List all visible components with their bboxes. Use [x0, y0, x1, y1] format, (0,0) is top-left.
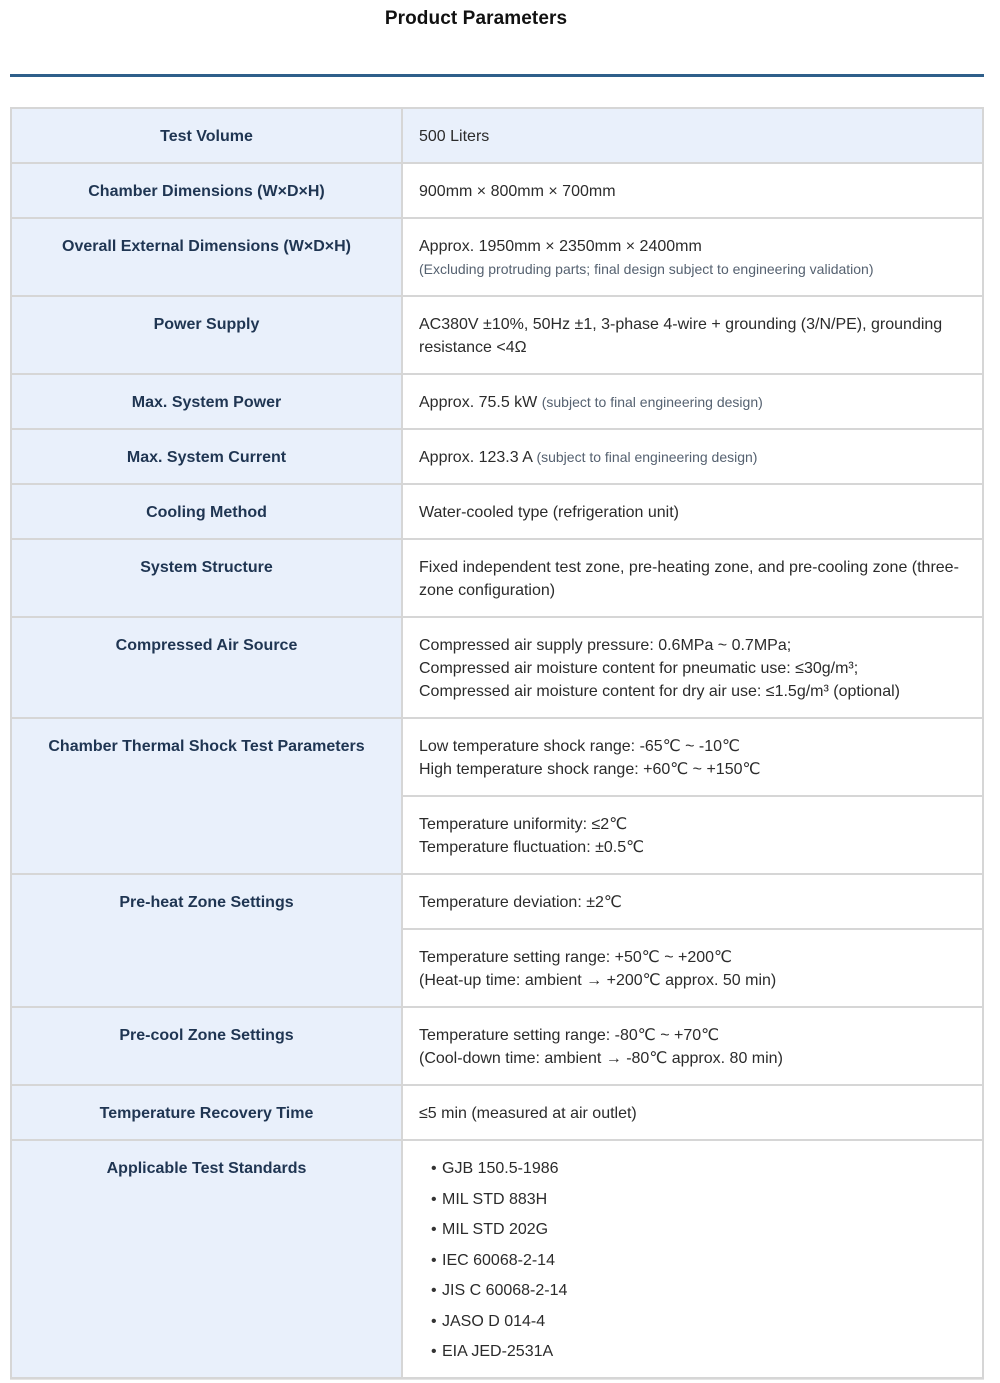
table-row — [11, 296, 983, 374]
bullet-icon: • — [431, 1251, 437, 1269]
row-value-cell — [402, 1007, 983, 1085]
table-row — [11, 1140, 983, 1378]
row-value-line: Temperature fluctuation: ±0.5℃ — [419, 839, 645, 856]
row-value: Water-cooled type (refrigeration unit) — [402, 484, 983, 539]
row-label: Compressed Air Source — [11, 617, 402, 718]
bullet-icon: • — [431, 1312, 437, 1330]
table-row — [11, 218, 983, 296]
row-value: ≤5 min (measured at air outlet) — [402, 1085, 983, 1140]
standard-name: JIS C 60068-2-14 — [442, 1282, 568, 1299]
row-label: Applicable Test Standards — [11, 1140, 402, 1378]
bullet-icon: • — [431, 1190, 437, 1208]
row-label: Max. System Current — [11, 429, 402, 484]
row-value-cell — [402, 796, 983, 874]
row-value-line: Temperature setting range: -80℃ ~ +70℃ — [419, 1027, 720, 1044]
list-item — [431, 1218, 966, 1241]
row-value-cell — [402, 718, 983, 796]
row-label: Chamber Dimensions (W×D×H) — [11, 163, 402, 218]
standard-name: JASO D 014-4 — [442, 1312, 546, 1330]
row-value: AC380V ±10%, 50Hz ±1, 3-phase 4-wire + grounding (3/N/PE), grounding resistance <4Ω — [402, 296, 983, 374]
row-value-line: (Heat-up time: ambient → +200℃ approx. 50 min) — [419, 972, 777, 989]
table-row — [11, 484, 983, 539]
row-value: Approx. 1950mm × 2350mm × 2400mm — [419, 238, 702, 255]
row-note: (subject to final engineering design) — [536, 449, 758, 465]
row-value-cell — [402, 617, 983, 718]
bullet-icon: • — [431, 1160, 437, 1177]
row-label: System Structure — [11, 539, 402, 617]
row-label: Test Volume — [11, 108, 402, 163]
row-value-line: Compressed air moisture content for dry air use: ≤1.5g/m³ (optional) — [419, 683, 900, 700]
standard-name: IEC 60068-2-14 — [442, 1251, 555, 1269]
row-value: Approx. 75.5 kW — [419, 394, 538, 411]
table-row — [11, 718, 983, 796]
row-value-line: Temperature setting range: +50℃ ~ +200℃ — [419, 949, 733, 966]
row-value-cell — [402, 1140, 983, 1378]
list-item — [431, 1340, 966, 1363]
table-row — [11, 617, 983, 718]
row-note: (subject to final engineering design) — [541, 394, 763, 410]
parameters-table — [10, 107, 984, 1379]
table-row — [11, 874, 983, 929]
row-label: Pre-cool Zone Settings — [11, 1007, 402, 1085]
list-item — [431, 1157, 966, 1180]
standard-name: GJB 150.5-1986 — [442, 1160, 559, 1177]
list-item — [431, 1249, 966, 1272]
row-value-cell — [402, 874, 983, 929]
list-item — [431, 1310, 966, 1333]
page-title: Product Parameters — [384, 8, 568, 29]
row-value-cell — [402, 374, 983, 429]
row-label: Cooling Method — [11, 484, 402, 539]
title-divider — [10, 74, 984, 77]
row-note: (Excluding protruding parts; final design subject to engineering validation) — [419, 261, 874, 277]
row-label: Temperature Recovery Time — [11, 1085, 402, 1140]
bullet-icon: • — [431, 1343, 437, 1360]
row-value-cell — [402, 929, 983, 1007]
row-label: Max. System Power — [11, 374, 402, 429]
list-item — [431, 1279, 966, 1302]
row-value-line: Temperature deviation: ±2℃ — [419, 894, 622, 911]
standard-name: MIL STD 883H — [442, 1190, 548, 1208]
row-label: Overall External Dimensions (W×D×H) — [11, 218, 402, 296]
table-row — [11, 1085, 983, 1140]
bottom-divider — [10, 1379, 984, 1380]
row-value-line: High temperature shock range: +60℃ ~ +150℃ — [419, 761, 761, 778]
table-row — [11, 1007, 983, 1085]
table-row — [11, 108, 983, 163]
table-row — [11, 429, 983, 484]
standard-name: EIA JED-2531A — [442, 1343, 554, 1360]
row-value: 900mm × 800mm × 700mm — [402, 163, 983, 218]
row-value: 500 Liters — [402, 108, 983, 163]
table-row — [11, 163, 983, 218]
bullet-icon: • — [431, 1282, 437, 1299]
row-value-cell — [402, 429, 983, 484]
row-value-line: Compressed air moisture content for pneumatic use: ≤30g/m³; — [419, 660, 859, 677]
standards-list — [419, 1157, 966, 1363]
row-value: Approx. 123.3 A — [419, 449, 532, 466]
row-label: Pre-heat Zone Settings — [11, 874, 402, 1007]
table-row — [11, 539, 983, 617]
row-value-line: Low temperature shock range: -65℃ ~ -10℃ — [419, 738, 740, 755]
table-row — [11, 374, 983, 429]
row-value-line: (Cool-down time: ambient → -80℃ approx. 80 min) — [419, 1050, 783, 1067]
row-value: Fixed independent test zone, pre-heating zone, and pre-cooling zone (three-zone configuration) — [402, 539, 983, 617]
row-value-cell — [402, 218, 983, 296]
row-label: Chamber Thermal Shock Test Parameters — [11, 718, 402, 874]
bullet-icon: • — [431, 1221, 437, 1238]
standard-name: MIL STD 202G — [442, 1221, 549, 1238]
row-value-line: Temperature uniformity: ≤2℃ — [419, 816, 628, 833]
list-item — [431, 1188, 966, 1211]
row-label: Power Supply — [11, 296, 402, 374]
row-value-line: Compressed air supply pressure: 0.6MPa ~ 0.7MPa; — [419, 637, 792, 654]
